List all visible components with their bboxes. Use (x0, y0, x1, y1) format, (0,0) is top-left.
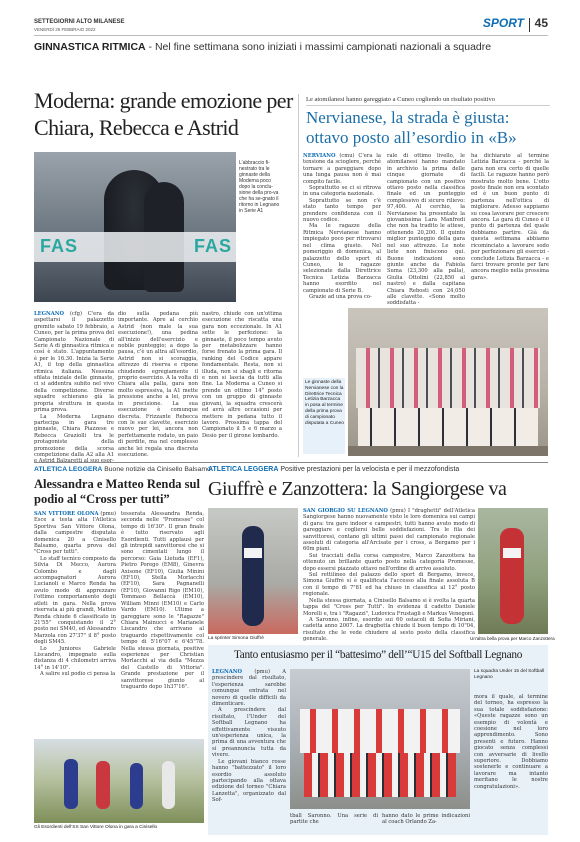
a1-headline: Moderna: grande emozione per Chiara, Rebecca e Astrid (34, 88, 293, 140)
a4-photo-a (208, 508, 298, 634)
divider (529, 18, 530, 32)
photo-runner-figure (162, 761, 175, 809)
a5-dateline: LEGNANO (212, 669, 243, 675)
a4-headline: Giuffrè e Zanzottera: la Sangiorgese va (208, 478, 507, 500)
a4-paragraph: A Saronno, infine, esordio sui 60 ostacoli di Sofia Miriani, cadetta anno 2007. La draghetta chiude il buon tempo di 10"04, risultato che le vede chiudere al sesto posto della classifica generale. (303, 616, 475, 643)
a1-paragraph: La Moderna Legnano partecipa in gara tre ginnaste, Chiara Piazzese e Rebecca Graziolli tra le protagoniste della promozione della scorsa competizione dalla A2 alla A1 (34, 413, 114, 458)
a2-paragraph: Soprattutto se ci si ritrova in una categoria nazionale. (303, 185, 381, 198)
a5-column-4: mora il quale, al termine del torneo, ha espresso la sua totale soddisfazione: «Queste ragazze sono un esempio di volontà e coesione nel loro apprendimento. Sono presenti e futuro. Hanno giocato senza complessi con avversarie di livello superiore. Dobbiamo sostenerle e continuare a lavorare ma intanto meritano le nostre congratulazioni». (474, 694, 548, 790)
photo-team-row (358, 408, 538, 448)
photo-bib (244, 548, 262, 558)
a2-column-3: ha dichiarato al termine Letizia Barzacca - perché la gara non era certo di quelle facili. Le ragazze hanno però mostrato molto bene. L'otto posto finale non era scontato ed è un buon punto di partenza nell'ottica di migliorare. Adesso sappiamo su cosa lavorare per crescere ancora. La gara di Cuneo è il punto di partenza del quale dobbiamo partire. Già da questa settimana abbiamo ricominciato a lavorare sodo per perfezionare gli esercizi - conclude Letizia Barzacca - e farci trovare pronte per fare ancora meglio nella prossima gara». (471, 153, 549, 281)
a2-paragraph: Ma le ragazze della Ritmica Nervianese hanno impiegato poco per ritrovarsi nel clima giusto. Nel pomeriggio di domenica, al palazzetto dello sport di Cuneo, le ragazze selezionate dalla Direttrice Tecnica Letizia Barzacca hanno esordito nel campionato di Serie B. (303, 223, 381, 294)
a1-column-2: dio sulla pedana più importante. Apre al cerchio Astrid (non male la sua esecuzione!), una pedina all'inizio dell'esercizio e nobile punteggio; a dopo la pausa, c'è un altra all'esordio, Astrid non si scoraggia, attrezzo di riserva e ripone chiudendo egregiamente il proprio esercizio. A la volta di Chiara alla palla, gara non molto espressiva, la A1 mette pressione anche a lei, prova in precisione. La sua esecuzione è comunque discreta. Frizzante Rebecca con le sue clavette, esercizio nuovo per lei, ancora non perfettamente rodato, un paio di perdite, ma nel complesso anche lei regala una discreta esecuzione. (118, 311, 198, 458)
a1-photo (34, 152, 236, 302)
issue-date: VENERDÌ 25 FEBBRAIO 2022 (34, 27, 96, 32)
a2-dateline: NERVIANO (303, 153, 336, 159)
masthead (34, 16, 548, 36)
a1-dateline: LEGNANO (34, 311, 65, 317)
photo-team-row (300, 709, 460, 753)
photo-brand-text: FAS (194, 236, 233, 256)
a2-paragraph: Grazie ad una prova co- (309, 293, 372, 300)
a3-photo (34, 739, 204, 823)
a2-subhead: Le atomilanesi hanno gareggiato a Cuneo cogliendo un risultato positivo (306, 96, 550, 106)
photo-runner-figure (64, 759, 78, 809)
a2-column-1 (303, 153, 381, 306)
a1-photo-caption: L’abbraccio fi-nestrato tra le ginnaste della Moderna poco dopo la conclu-sione della pro-va che ha se-gnato il ritorno in Legnano in Serie A1 (239, 160, 280, 214)
a3-paragraph: A salire sul podio ci pensa la (40, 671, 116, 678)
section-name: SPORT (482, 16, 524, 30)
photo-runner-figure (96, 761, 110, 809)
divider (34, 462, 548, 463)
a1-column-3: nastro, chiude con un'ottima esecuzione che riscatta una gara non eccezionale. In A1 sette le perfezione: la ginnaste, il poco tempo avuto per metabolizzare hanno forse frenato la prima gara. Il ranking del Codice appare fondamentale. Resta, non si illuda, non si sbagli e ritorna e non si lascia da tutti alla fine. La Moderna a Cuneo si prende un ottimo 14° posto con un gruppo di ginnaste giovani, la squadra crescerà ed avrà altre occasioni per mettere in pedana tutto il lavoro. Prossima tappa del Campionato il 5 e 6 marzo a Desio per il girone lombardo. (202, 311, 282, 439)
page-number: 45 (534, 16, 548, 30)
photo-bib (503, 548, 521, 558)
a5-paragraph: Le giovani bianco rosse hanno "battezzato" il loro esordio assoluto partecipando alla ottava edizione del torneo "Chiara Lanzetta", organizzato dal Sof- (212, 758, 286, 804)
a3-kicker: ATLETICA LEGGERA (34, 466, 103, 473)
a5-photo (290, 669, 470, 809)
a3-headline: Alessandra e Matteo Renda sul podio al “Cross per tutti” (34, 477, 200, 506)
a3-paragraph: Lo Juniores Gabriele Liscandro, impegnato sulla distanza di 4 chilometri arriva 14° in 14'10". (34, 645, 116, 671)
a2-paragraph: NERVIANO (cmu) C'era la tensione da scioglere, perché tornare a gareggiare dopo una lunga pausa non è mai compito facile. (303, 153, 381, 185)
photo-runner-figure (500, 528, 524, 624)
a5-paragraph: LEGNANO (pmu) A prescindere dal risultato, l'esperienza sarebbe comunque entrata nel novero di quelle difficili da dimenticare. (212, 669, 286, 708)
a1-kicker-rest: - Nel fine settimana sono iniziati i massimi campionati nazionali a squadre (145, 41, 492, 53)
a4-kicker-bar (208, 466, 548, 475)
photo-brand-text: FAS (40, 236, 79, 256)
a3-dateline: SAN VITTORE OLONA (34, 511, 99, 517)
a4-kicker-rest: Positive prestazioni per la velocista e per il mezzofondista (278, 466, 460, 473)
photo-team-row (356, 348, 540, 408)
a4-paragraph: SAN GIORGIO SU LEGNANO (pmu) I "draghetti" dell'Atletica Sangiorgese hanno nuovamente visto le loro domenica sui campi di gara: tra gare indoor e campestri, tutti hanno avuto modo di gareggiare e cogliersi belle soddisfazioni. Tra le fila dei sanvittoresi, contano gli ultimi passi del campionato regionale assoluti di categoria all'Arcisate per i cross, a Bergamo per i 60m piani. (303, 508, 475, 553)
a3-photo-caption: Gli Esordienti dell'SS San Vittore Olona in gara a Cinisello (34, 825, 158, 830)
photo-team-row (304, 753, 456, 797)
a3-paragraph: SAN VITTORE OLONA (pmu) Esce a testa alta l'Atletica Sportiva San Vittore Olona, dalla campestre disputata domenica 20 a Cinisello Balsamo, quarta prova del "Cross per tutti". (34, 511, 116, 556)
a2-headline: Nervianese, la strada è giusta: ottavo posto all’esordio in «B» (306, 108, 517, 147)
a5-column-2: tball Saronno. Una serie di partite che (290, 813, 378, 826)
a2-column-2: rale di ottimo livello, le atomilanesi hanno mandato in archivio la prima delle cinque giornate di campionato con un positivo ottavo posto nella classifica finale ed un punteggio complessivo di sicuro rilievo: 97,400. Al cerchio, la Nervianese ha presentato la giovanissima Lara Manfredi che non ha tradito le attese, ottenendo 20,200. Il quinto miglior punteggio della gara nel suo attrezzo. Le note liete non finiscono qui. Buone indicazioni sono giunte anche da Fabiola Suma (23,300 alla palla), Giulia Ottolini (22,850 al nastro) e dalla capitana Chiara Rebosti con 24,050 alle clavette. «Sono molto soddisfatta - (387, 153, 465, 307)
a2-paragraph: Soprattutto se non c'è stato tanto tempo per prendere confidenza con il nuovo codice. (303, 197, 381, 224)
a5-column-3: hanno dato le prime indicazioni al coach Orlando Za- (382, 813, 470, 826)
a1-column-1 (34, 311, 114, 456)
a1-kicker-line (34, 41, 548, 53)
a3-column-2: tesserata Alessandra Renda, seconda nelle "Promesse" col tempo di 16'30". Il gran finale è tutto riservato agli Esordienti. Tutti applausi per gli intrepidi sanvittoresi che si sono cimentati lungo il percorso: Gaia Lietuda (EF1), Pietro Porego (EM8), Ginevra Axisone (EF10), Giulia Minini (EF10), Stella Morlacchi (EF10), Sara Pagnanelli (EF10), Giovanni Rigo (EM10), Tommaso Bellaccà (EM10), William Minni (EM10) e Carlo Vardo (EM10). Ultime a gareggiare sono le "Ragazze" Chiara Mainucci e Marianele Liscandro che arrivano al traguardo rispettivamente col tempo di 5'16"07 e 6'45"78. Nella stessa giornata, positive esperienze per Christian Morlacchi al via della "Mezza del Castello di Vittoria". Grande prestazione per il sanvittorese giunto al traguardo dopo 1h37'16". (121, 511, 204, 690)
a4-photo-caption-b: Un'altra bella prova per Marco Zanzottera (470, 636, 555, 641)
a4-paragraph: Sul rettilineo del palazzo dello sport di Bergamo, invece, Simona Giuffrè si è qualificata l'accesso alla finale assoluta B con il tempo di 7"81 ed ha chiuso in classifica al 12° posto regionale. (303, 572, 475, 598)
a5-paragraph: A prescindere dal risultato, l'Under del Softball Legnano ha effettivamente vissuto un'esperienza unica, la prima di una avventura che si preannuncia tutta da vivere. (212, 707, 286, 759)
a3-kicker-line (34, 466, 211, 473)
a5-headline: Tanto entusiasmo per il “battesimo” dell’“U15 del Softball Legnano (233, 649, 523, 661)
a4-kicker: ATLETICA LEGGERA (208, 466, 279, 473)
a3-kicker-rest: Buone notizie da Cinisello Balsamo (102, 466, 211, 473)
photo-runner-figure (130, 763, 143, 809)
a2-photo-caption: Le ginnaste della Nervianese con la Direttrice Tecnica Letizia Barzacca in posa al termine della prima prova di campionato disputata a Cuneo (305, 380, 344, 426)
a5-column-1 (212, 669, 286, 833)
a2-photo (348, 308, 548, 456)
photo-sprinter-figure (242, 526, 264, 626)
a4-paragraph: Nella stessa giornata, a Cinisello Balsamo si è svolta la quarta tappa del "Cross per Tutti". In evidenza il cadetto Daniele Morelli e, tra i "Ragazzi", Ludovica Frustagli e Markus Venegoni. (303, 597, 475, 617)
a4-column (303, 508, 475, 643)
photo-floor (348, 446, 548, 456)
a4-photo-b (478, 508, 548, 634)
a4-photo-caption-a: La sprinter Simona Giuffrè (208, 636, 264, 641)
a3-column-1 (34, 511, 116, 736)
a1-paragraph: LEGNANO (cfg) C'era da aspettarsi il palazzetto gremito sabato 19 febbraio, a Cuneo, per la prima prova del Campionato Nazionale di Serie A di ginnastica ritmica e così è stato. L'appuntamento è per le 16.30. Inizia la Serie A1, il top della ginnastica ritmica italiana. Nessuna sfilata iniziale delle ginnaste, ci si addentra subito nel vivo della competizione. Diverse squadre schierano già la propria struttura in questa prima prova. (34, 311, 114, 414)
a1-kicker: GINNASTICA RITMICA (34, 41, 146, 53)
a5-photo-caption: La squadra Under 15 del Softball Legnano (474, 669, 545, 680)
paper-name: SETTEGIORNI ALTO MILANESE (34, 19, 125, 25)
a4-paragraph: Sui tracciati della corsa campestre, Marco Zanzottera ha ottenuto un brillante quarto posto nella categoria Promesse, dopo essersi piazzato ottavo nell'ordine di arrivo assoluto. (303, 552, 475, 572)
a4-dateline: SAN GIORGIO SU LEGNANO (303, 508, 388, 514)
a3-paragraph: Lo staff tecnico composto da Silvia Di Mecco, Aurora Colombo e dagli accompagnatori Aurora Lucianoli e Marco Renda ha avuto modo di apprezzare l'ottimo comportamento degli atleti in gara. Nella prova riservata ai più grandi, Matteo Renda chiude 6 classificato in 21'55" conquistando il 2° posto nei SM40, ed Alessandro Marzola con 27'37" il 8° posto degli SM45. (34, 555, 116, 646)
